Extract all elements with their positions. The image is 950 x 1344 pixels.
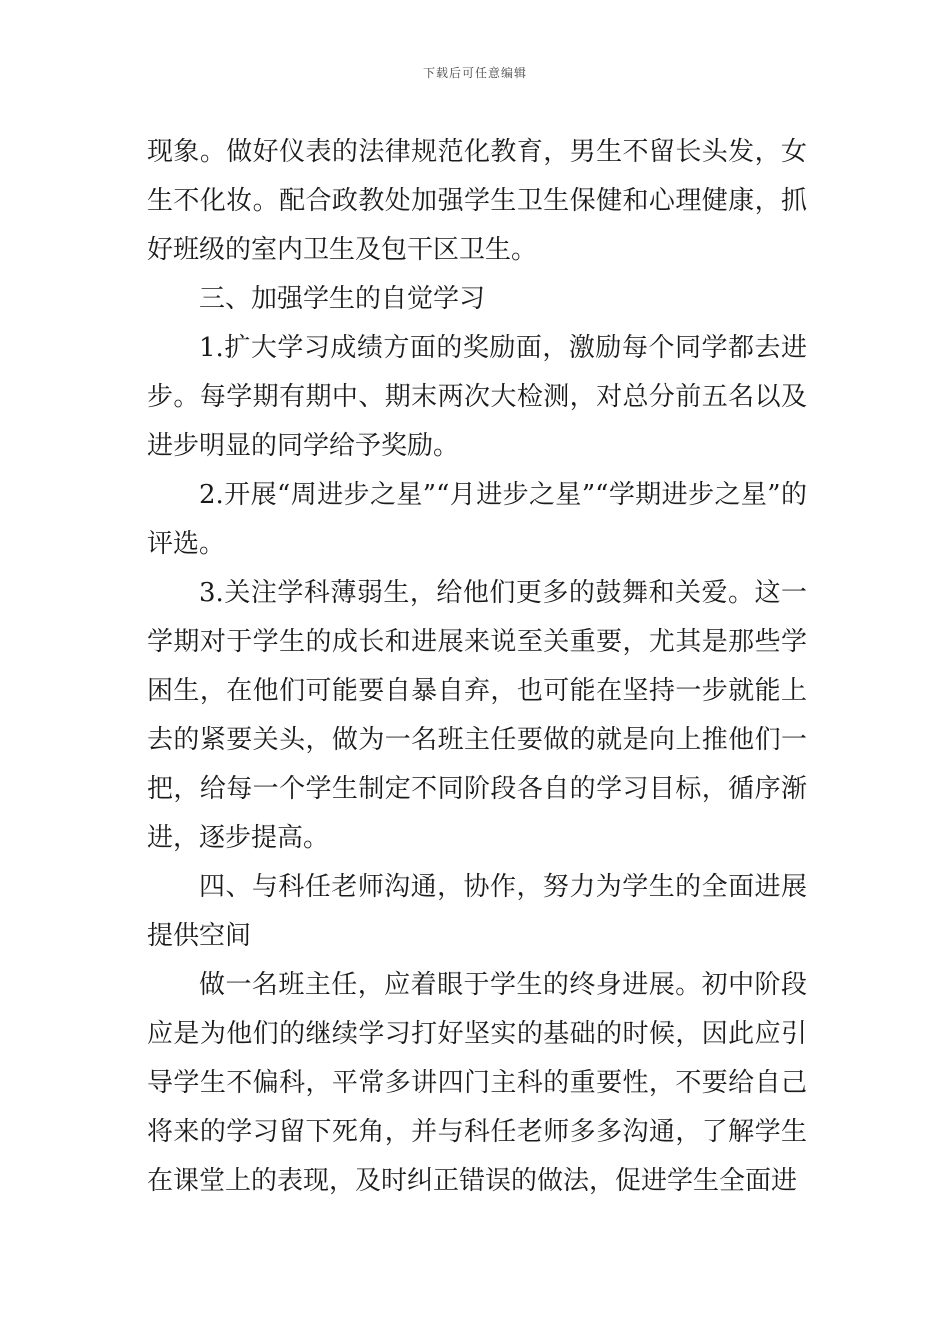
paragraph-body: 做一名班主任，应着眼于学生的终身进展。初中阶段应是为他们的继续学习打好坚实的基础的时候，因此应引导学生不偏科，平常多讲四门主科的重要性，不要给自己将来的学习留下死角，并与科任老师多多沟通，了解学生在课堂上的表现，及时纠正错误的做法，促进学生全面进 [147,970,807,1196]
list-item-1: 1.扩大学习成绩方面的奖励面，激励每个同学都去进步。每学期有期中、期末两次大检测，对总分前五名以及进步明显的同学给予奖励。 [147,333,807,461]
section-heading-4: 四、与科任老师沟通，协作，努力为学生的全面进展提供空间 [147,872,807,951]
page-header: 下载后可任意编辑 [422,66,527,80]
list-item-2: 2.开展“周进步之星”“月进步之星”“学期进步之星”的评选。 [147,480,807,559]
list-item-3: 3.关注学科薄弱生，给他们更多的鼓舞和关爱。这一学期对于学生的成长和进展来说至关重要，尤其是那些学困生，在他们可能要自暴自弃，也可能在坚持一步就能上去的紧要关头，做为一名班主任要做的就是向上推他们一把，给每一个学生制定不同阶段各自的学习目标，循序渐进，逐步提高。 [147,578,807,853]
section-heading-3: 三、加强学生的自觉学习 [199,284,486,314]
paragraph-continuation: 现象。做好仪表的法律规范化教育，男生不留长头发，女生不化妆。配合政教处加强学生卫生保健和心理健康，抓好班级的室内卫生及包干区卫生。 [147,137,807,265]
document-body [147,128,807,1206]
